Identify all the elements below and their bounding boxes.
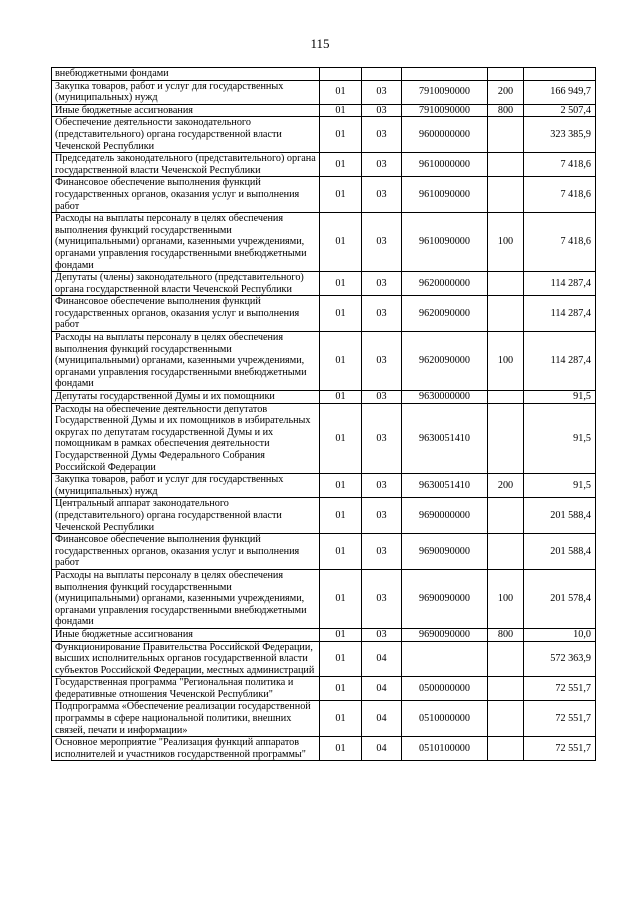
subsection-code-cell: 04 <box>362 677 402 701</box>
expense-type-code-cell: 200 <box>488 80 524 104</box>
expense-type-code-cell: 800 <box>488 628 524 641</box>
target-article-code-cell: 9600000000 <box>402 117 488 153</box>
amount-cell: 72 551,7 <box>524 737 596 761</box>
target-article-code-cell: 9690090000 <box>402 628 488 641</box>
amount-cell: 114 287,4 <box>524 272 596 296</box>
table-row <box>52 332 596 391</box>
expense-name-cell: Депутаты (члены) законодательного (представительного) органа государственной власти Чеченской Республики <box>52 272 320 296</box>
table-row <box>52 153 596 177</box>
expense-name-cell: Иные бюджетные ассигнования <box>52 628 320 641</box>
table-row <box>52 628 596 641</box>
subsection-code-cell: 03 <box>362 153 402 177</box>
expense-type-code-cell <box>488 117 524 153</box>
table-row <box>52 474 596 498</box>
section-code-cell: 01 <box>320 569 362 628</box>
section-code-cell: 01 <box>320 80 362 104</box>
target-article-code-cell: 7910090000 <box>402 80 488 104</box>
amount-cell: 10,0 <box>524 628 596 641</box>
target-article-code-cell: 9630051410 <box>402 474 488 498</box>
amount-cell: 201 578,4 <box>524 569 596 628</box>
subsection-code-cell: 04 <box>362 737 402 761</box>
table-row <box>52 498 596 534</box>
expense-type-code-cell: 100 <box>488 213 524 272</box>
budget-table-body <box>52 68 596 761</box>
expense-type-code-cell <box>488 272 524 296</box>
amount-cell: 572 363,9 <box>524 641 596 677</box>
expense-name-cell: Основное мероприятие "Реализация функций аппаратов исполнителей и участников государственной программы" <box>52 737 320 761</box>
expense-type-code-cell <box>488 534 524 570</box>
expense-type-code-cell <box>488 498 524 534</box>
expense-type-code-cell <box>488 177 524 213</box>
subsection-code-cell: 03 <box>362 474 402 498</box>
target-article-code-cell <box>402 641 488 677</box>
section-code-cell: 01 <box>320 474 362 498</box>
table-row <box>52 177 596 213</box>
subsection-code-cell: 04 <box>362 641 402 677</box>
expense-name-cell: Расходы на обеспечение деятельности депутатов Государственной Думы и их помощников в избирательных округах по депутатам государственной Думы и их помощникам в рамках обеспечения деятельности Государственной Думы Федерального Собрания Российской Федерации <box>52 403 320 474</box>
table-row <box>52 534 596 570</box>
target-article-code-cell: 9620090000 <box>402 296 488 332</box>
subsection-code-cell: 04 <box>362 701 402 737</box>
subsection-code-cell: 03 <box>362 628 402 641</box>
expense-name-cell: Финансовое обеспечение выполнения функций государственных органов, оказания услуг и выполнения работ <box>52 296 320 332</box>
amount-cell: 114 287,4 <box>524 332 596 391</box>
table-row <box>52 68 596 81</box>
target-article-code-cell: 9610000000 <box>402 153 488 177</box>
section-code-cell: 01 <box>320 117 362 153</box>
expense-name-cell: внебюджетными фондами <box>52 68 320 81</box>
expense-name-cell: Закупка товаров, работ и услуг для государственных (муниципальных) нужд <box>52 80 320 104</box>
expense-name-cell: Центральный аппарат законодательного (представительного) органа государственной власти Чеченской Республики <box>52 498 320 534</box>
amount-cell: 166 949,7 <box>524 80 596 104</box>
subsection-code-cell: 03 <box>362 177 402 213</box>
table-row <box>52 272 596 296</box>
amount-cell: 7 418,6 <box>524 177 596 213</box>
expense-type-code-cell <box>488 391 524 404</box>
subsection-code-cell: 03 <box>362 117 402 153</box>
target-article-code-cell: 0510100000 <box>402 737 488 761</box>
subsection-code-cell: 03 <box>362 296 402 332</box>
page-number: 115 <box>310 36 330 51</box>
expense-name-cell: Расходы на выплаты персоналу в целях обеспечения выполнения функций государственными (муниципальными) органами, казенными учреждениями, органами управления государственными внебюджетными фондами <box>52 213 320 272</box>
expense-name-cell: Финансовое обеспечение выполнения функций государственных органов, оказания услуг и выполнения работ <box>52 177 320 213</box>
table-row <box>52 737 596 761</box>
amount-cell: 2 507,4 <box>524 104 596 117</box>
table-row <box>52 104 596 117</box>
expense-type-code-cell <box>488 153 524 177</box>
expense-type-code-cell <box>488 677 524 701</box>
target-article-code-cell: 9690090000 <box>402 569 488 628</box>
amount-cell: 201 588,4 <box>524 534 596 570</box>
section-code-cell: 01 <box>320 534 362 570</box>
section-code-cell: 01 <box>320 737 362 761</box>
amount-cell <box>524 68 596 81</box>
section-code-cell <box>320 68 362 81</box>
subsection-code-cell: 03 <box>362 498 402 534</box>
amount-cell: 114 287,4 <box>524 296 596 332</box>
expense-type-code-cell: 100 <box>488 569 524 628</box>
expense-name-cell: Депутаты государственной Думы и их помощники <box>52 391 320 404</box>
target-article-code-cell <box>402 68 488 81</box>
section-code-cell: 01 <box>320 177 362 213</box>
section-code-cell: 01 <box>320 498 362 534</box>
amount-cell: 323 385,9 <box>524 117 596 153</box>
expense-name-cell: Расходы на выплаты персоналу в целях обеспечения выполнения функций государственными (муниципальными) органами, казенными учреждениями, органами управления государственными внебюджетными фондами <box>52 569 320 628</box>
amount-cell: 7 418,6 <box>524 213 596 272</box>
expense-type-code-cell: 200 <box>488 474 524 498</box>
table-row <box>52 117 596 153</box>
subsection-code-cell: 03 <box>362 213 402 272</box>
section-code-cell: 01 <box>320 701 362 737</box>
table-row <box>52 403 596 474</box>
expense-name-cell: Финансовое обеспечение выполнения функций государственных органов, оказания услуг и выполнения работ <box>52 534 320 570</box>
subsection-code-cell: 03 <box>362 391 402 404</box>
subsection-code-cell: 03 <box>362 272 402 296</box>
subsection-code-cell <box>362 68 402 81</box>
target-article-code-cell: 9630000000 <box>402 391 488 404</box>
table-row <box>52 569 596 628</box>
target-article-code-cell: 9620000000 <box>402 272 488 296</box>
expense-name-cell: Обеспечение деятельности законодательного (представительного) органа государственной власти Чеченской Республики <box>52 117 320 153</box>
expense-name-cell: Закупка товаров, работ и услуг для государственных (муниципальных) нужд <box>52 474 320 498</box>
amount-cell: 91,5 <box>524 474 596 498</box>
target-article-code-cell: 7910090000 <box>402 104 488 117</box>
expense-type-code-cell: 100 <box>488 332 524 391</box>
section-code-cell: 01 <box>320 153 362 177</box>
amount-cell: 72 551,7 <box>524 701 596 737</box>
section-code-cell: 01 <box>320 104 362 117</box>
table-row <box>52 701 596 737</box>
expense-type-code-cell <box>488 296 524 332</box>
expense-name-cell: Председатель законодательного (представительного) органа государственной власти Чеченской Республики <box>52 153 320 177</box>
expense-name-cell: Функционирование Правительства Российской Федерации, высших исполнительных органов государственной власти субъектов Российской Федерации, местных администраций <box>52 641 320 677</box>
target-article-code-cell: 9630051410 <box>402 403 488 474</box>
expense-name-cell: Подпрограмма «Обеспечение реализации государственной программы в сфере национальной политики, внешних связей, печати и информации» <box>52 701 320 737</box>
section-code-cell: 01 <box>320 391 362 404</box>
section-code-cell: 01 <box>320 403 362 474</box>
subsection-code-cell: 03 <box>362 403 402 474</box>
target-article-code-cell: 0510000000 <box>402 701 488 737</box>
section-code-cell: 01 <box>320 641 362 677</box>
expense-name-cell: Иные бюджетные ассигнования <box>52 104 320 117</box>
amount-cell: 91,5 <box>524 403 596 474</box>
amount-cell: 91,5 <box>524 391 596 404</box>
subsection-code-cell: 03 <box>362 534 402 570</box>
table-row <box>52 213 596 272</box>
section-code-cell: 01 <box>320 677 362 701</box>
section-code-cell: 01 <box>320 296 362 332</box>
subsection-code-cell: 03 <box>362 569 402 628</box>
target-article-code-cell: 9620090000 <box>402 332 488 391</box>
table-row <box>52 391 596 404</box>
amount-cell: 201 588,4 <box>524 498 596 534</box>
section-code-cell: 01 <box>320 213 362 272</box>
target-article-code-cell: 9610090000 <box>402 177 488 213</box>
expense-type-code-cell <box>488 68 524 81</box>
amount-cell: 72 551,7 <box>524 677 596 701</box>
expense-type-code-cell: 800 <box>488 104 524 117</box>
table-row <box>52 641 596 677</box>
budget-table <box>51 67 596 761</box>
section-code-cell: 01 <box>320 332 362 391</box>
section-code-cell: 01 <box>320 628 362 641</box>
target-article-code-cell: 9690090000 <box>402 534 488 570</box>
section-code-cell: 01 <box>320 272 362 296</box>
expense-name-cell: Государственная программа "Региональная политика и федеративные отношения Чеченской Республики" <box>52 677 320 701</box>
subsection-code-cell: 03 <box>362 332 402 391</box>
expense-name-cell: Расходы на выплаты персоналу в целях обеспечения выполнения функций государственными (муниципальными) органами, казенными учреждениями, органами управления государственными внебюджетными фондами <box>52 332 320 391</box>
target-article-code-cell: 0500000000 <box>402 677 488 701</box>
table-row <box>52 296 596 332</box>
target-article-code-cell: 9610090000 <box>402 213 488 272</box>
expense-type-code-cell <box>488 737 524 761</box>
expense-type-code-cell <box>488 701 524 737</box>
expense-type-code-cell <box>488 403 524 474</box>
subsection-code-cell: 03 <box>362 80 402 104</box>
table-row <box>52 80 596 104</box>
expense-type-code-cell <box>488 641 524 677</box>
amount-cell: 7 418,6 <box>524 153 596 177</box>
target-article-code-cell: 9690000000 <box>402 498 488 534</box>
subsection-code-cell: 03 <box>362 104 402 117</box>
table-row <box>52 677 596 701</box>
